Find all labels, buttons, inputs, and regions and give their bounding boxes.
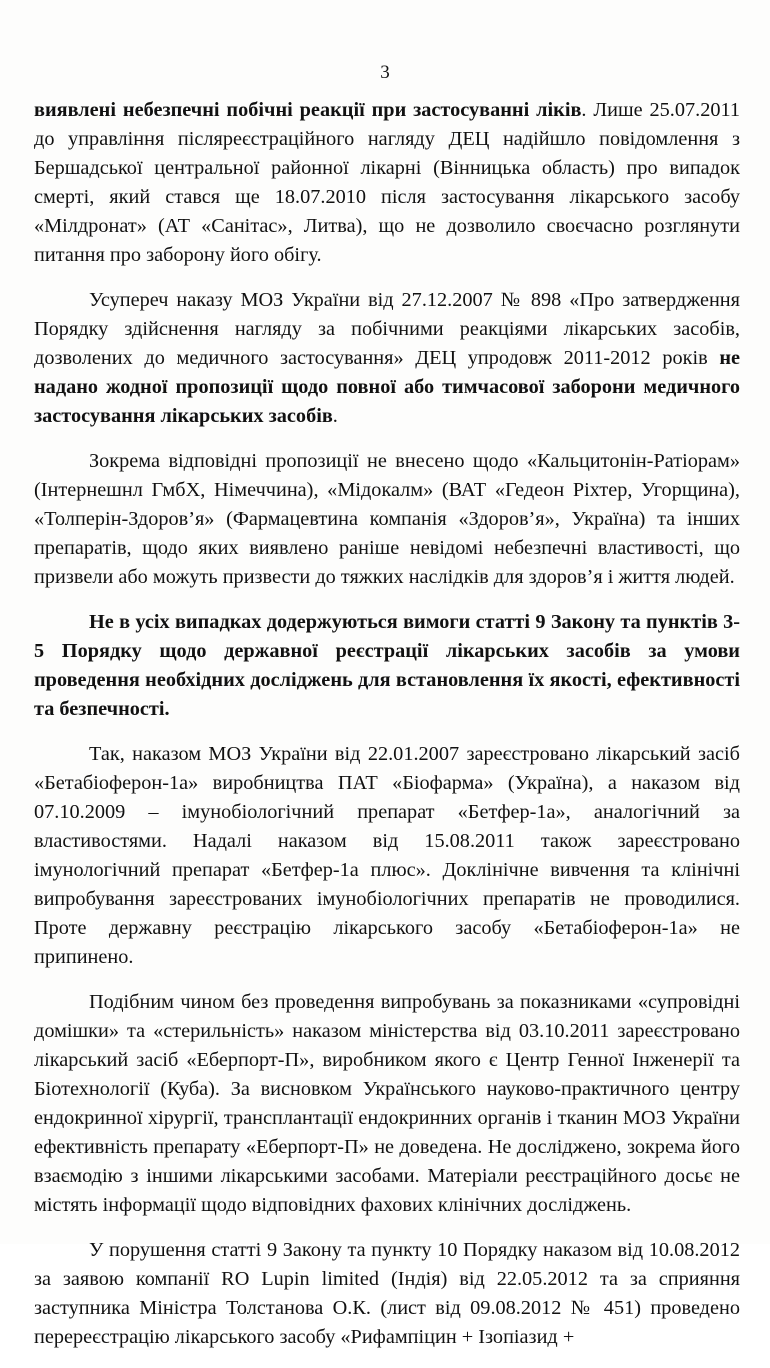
paragraph-7 [34, 1236, 740, 1352]
text-run: Подібним чином без проведення випробувань за показниками «супровідні домішки» та «стерильність» наказом міністерства від 03.10.2011 зареєстровано лікарський засіб «Еберпорт-П», виробником якого є Центр Генної Інженерії та Біотехнології (Куба). За висновком Українського науково-практичного центру ендокринної хірургії, трансплантації ендокринних органів і тканин МОЗ України ефективність препарату «Еберпорт-П» не доведена. Не досліджено, зокрема його взаємодію з іншими лікарськими засобами. Матеріали реєстраційного досьє не містять інформації щодо відповідних фахових клінічних досліджень. [34, 991, 740, 1216]
document-body [34, 96, 740, 1368]
paragraph-2 [34, 286, 740, 431]
paragraph-1 [34, 96, 740, 270]
bold-run: не надано жодної пропозиції щодо повної або тимчасової заборони медичного застосування лікарських засобів [34, 347, 740, 427]
text-run: У порушення статті 9 Закону та пункту 10 Порядку наказом від 10.08.2012 за заявою компанії RO Lupin limited (Індія) від 22.05.2012 та за сприяння заступника Міністра Толстанова О.К. (лист від 09.08.2012 № 451) проведено перереєстрацію лікарського засобу «Рифампіцин + Ізопіазид + [34, 1239, 740, 1348]
text-run: Усупереч наказу МОЗ України від 27.12.2007 № 898 «Про затвердження Порядку здійснення нагляду за побічними реакціями лікарських засобів, дозволених до медичного застосування» ДЕЦ упродовж 2011-2012 років [34, 289, 740, 369]
text-run: . Лише 25.07.2011 до управління післяреєстраційного нагляду ДЕЦ надійшло повідомлення з Бершадської центральної районної лікарні (Вінницька область) про випадок смерті, який стався ще 18.07.2010 після застосування лікарського засобу «Мілдронат» (АТ «Санітас», Литва), що не дозволило своєчасно розглянути питання про заборону його обігу. [34, 99, 740, 266]
bold-run: виявлені небезпечні побічні реакції при застосуванні ліків [34, 99, 582, 121]
paragraph-4 [34, 608, 740, 724]
paragraph-5 [34, 740, 740, 972]
text-run: Так, наказом МОЗ України від 22.01.2007 зареєстровано лікарський засіб «Бетабіоферон-1а» виробництва ПАТ «Біофарма» (Україна), а наказом від 07.10.2009 – імунобіологічний препарат «Бетфер-1а», аналогічний за властивостями. Надалі наказом від 15.08.2011 також зареєстровано імунологічний препарат «Бетфер-1а плюс». Доклінічне вивчення та клінічні випробування зареєстрованих імунобіологічних препаратів не проводилися. Проте державну реєстрацію лікарського засобу «Бетабіоферон-1а» не припинено. [34, 743, 740, 968]
text-run: Зокрема відповідні пропозиції не внесено щодо «Кальцитонін-Ратіорам» (Інтернешнл ГмбХ, Німеччина), «Мідокалм» (ВАТ «Гедеон Ріхтер, Угорщина), «Толперін-Здоров’я» (Фармацевтина компанія «Здоров’я», Україна) та інших препаратів, щодо яких виявлено раніше невідомі небезпечні властивості, що призвели або можуть призвести до тяжких наслідків для здоров’я і життя людей. [34, 450, 740, 588]
paragraph-3 [34, 447, 740, 592]
bold-run: Не в усіх випадках додержуються вимоги статті 9 Закону та пунктів 3-5 Порядку щодо державної реєстрації лікарських засобів за умови проведення необхідних досліджень для встановлення їх якості, ефективності та безпечності. [34, 611, 740, 720]
page-number: 3 [380, 62, 390, 83]
paragraph-6 [34, 988, 740, 1220]
text-run: . [332, 405, 338, 427]
